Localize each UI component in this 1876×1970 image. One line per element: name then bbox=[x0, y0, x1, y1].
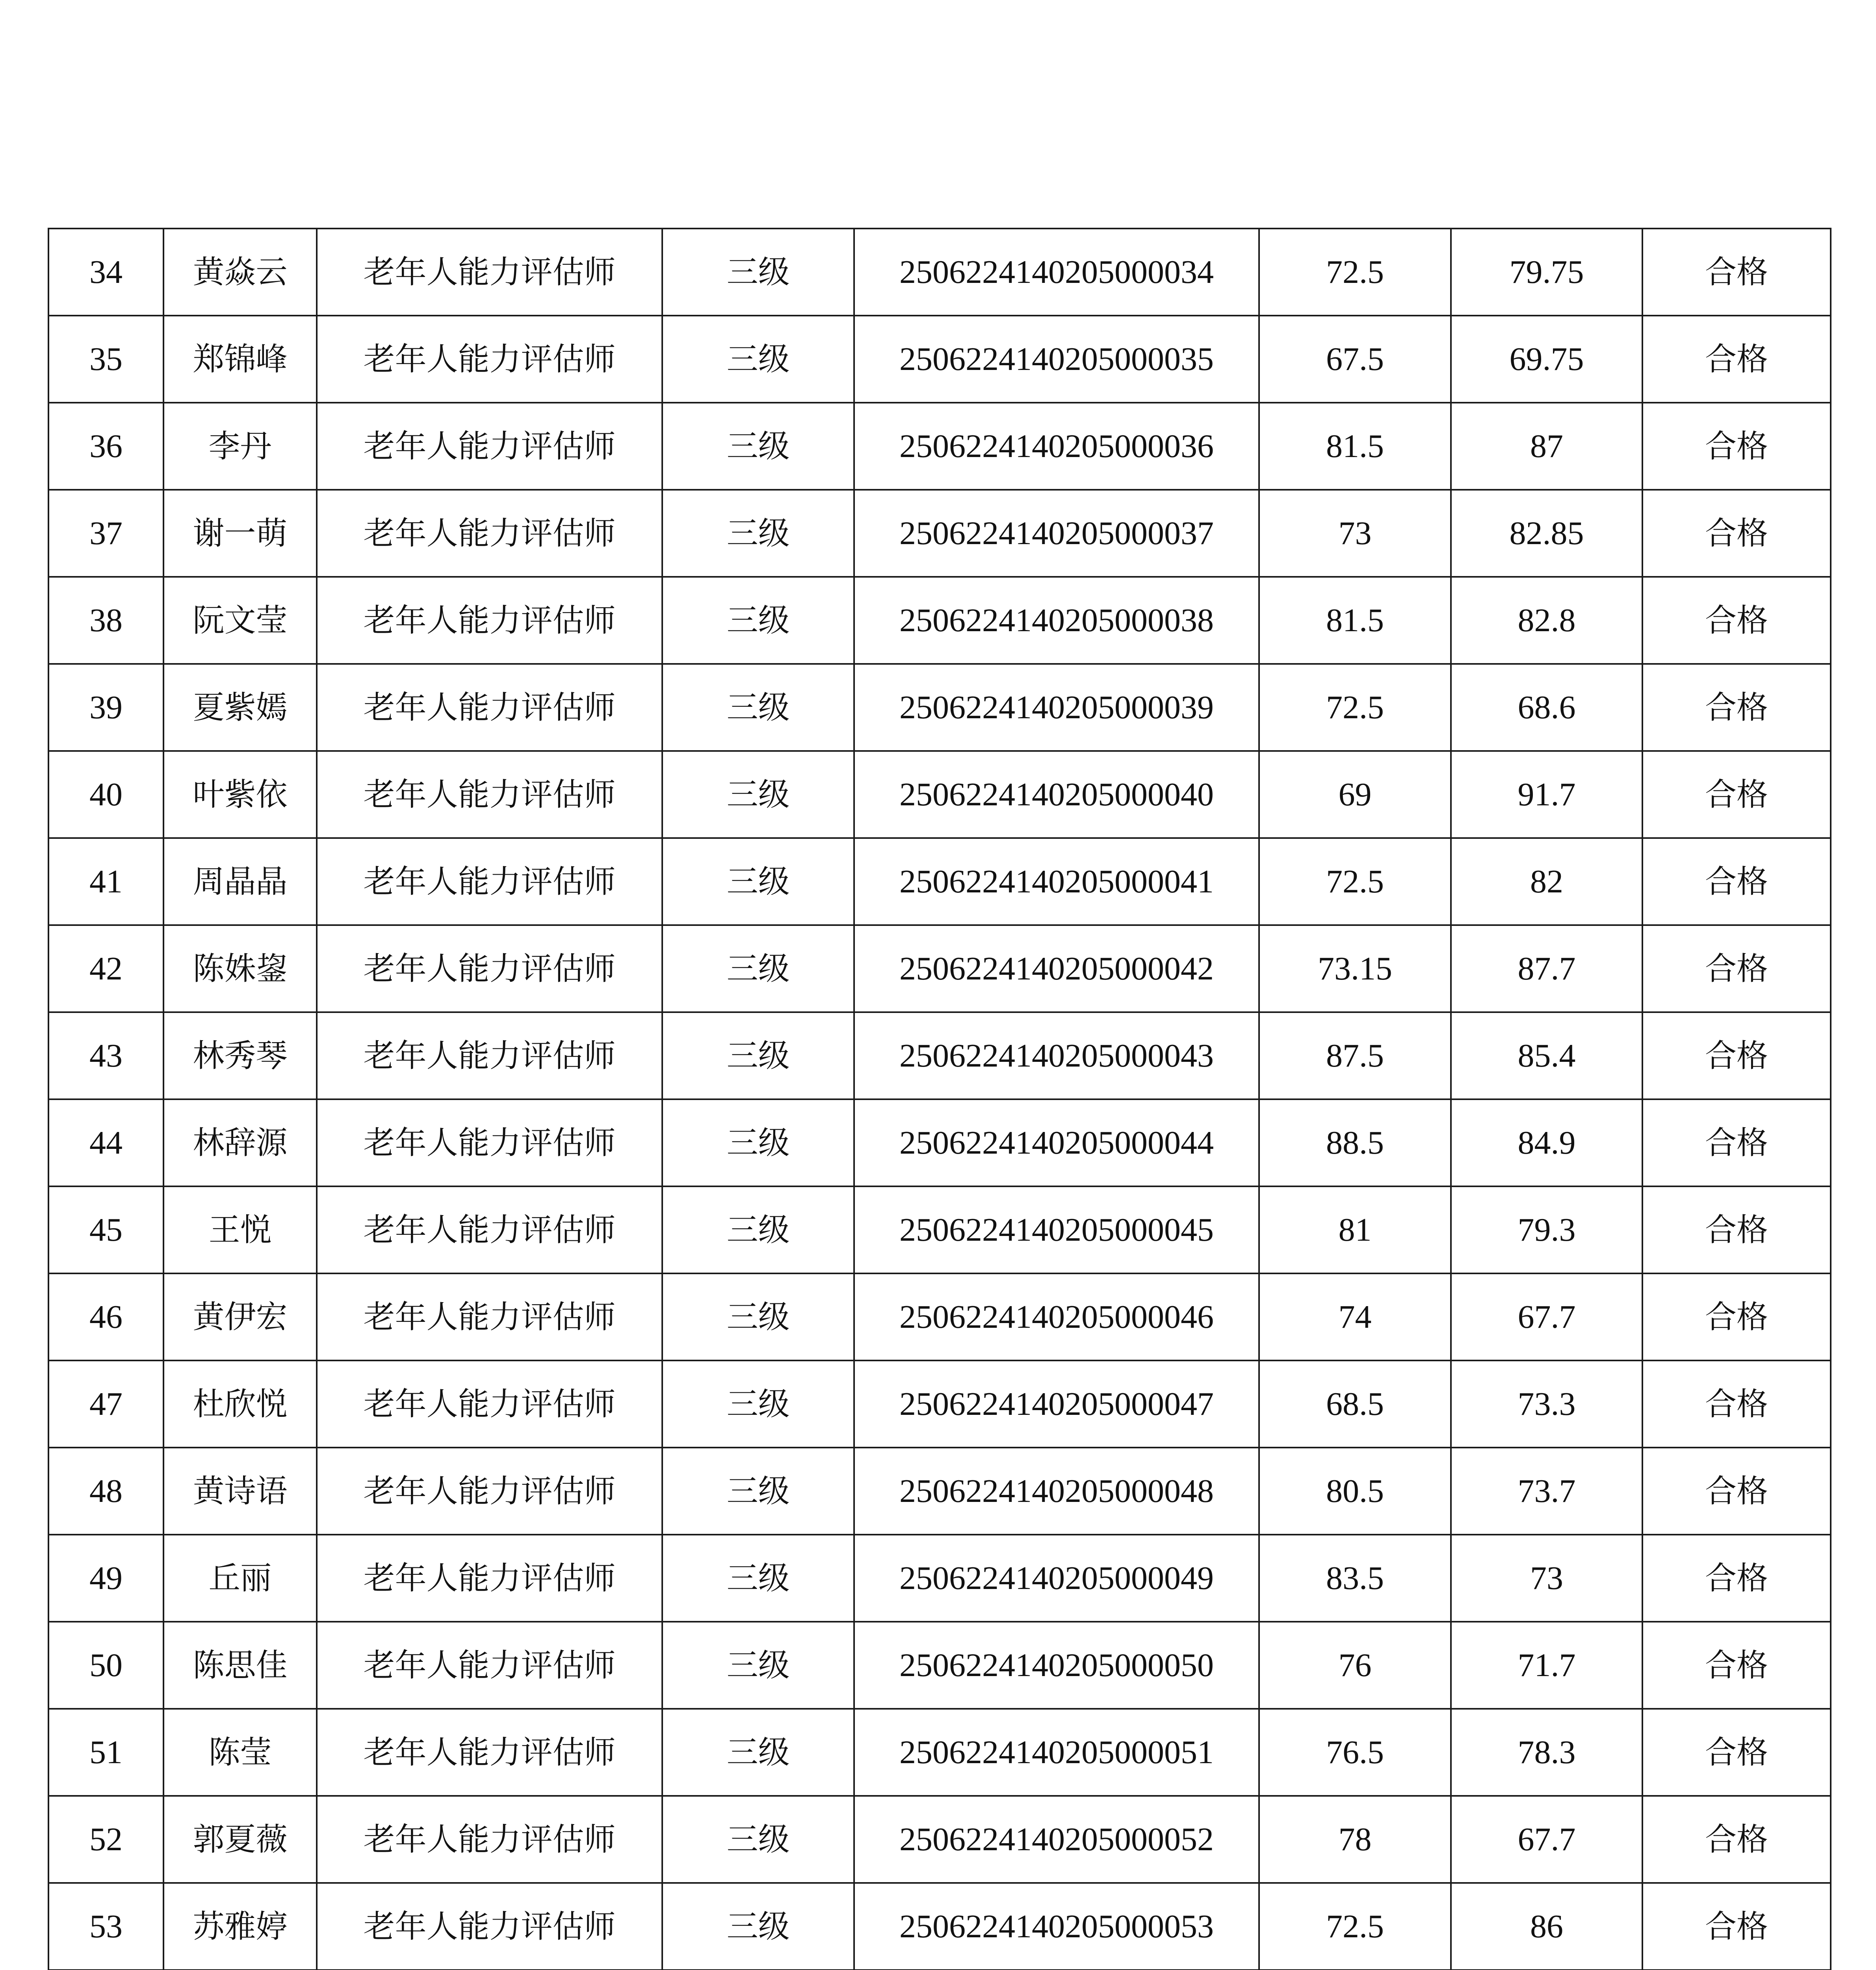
cell-level: 三级 bbox=[662, 1360, 854, 1448]
cell-occupation: 老年人能力评估师 bbox=[317, 1012, 662, 1099]
table-row bbox=[48, 751, 1831, 838]
cell-certificate-number: 2506224140205000038 bbox=[854, 577, 1259, 664]
cell-name: 黄伊宏 bbox=[163, 1273, 317, 1360]
cell-occupation: 老年人能力评估师 bbox=[317, 316, 662, 403]
cell-result: 合格 bbox=[1642, 1273, 1831, 1360]
cell-level: 三级 bbox=[662, 1012, 854, 1099]
cell-certificate-number: 2506224140205000037 bbox=[854, 490, 1259, 577]
cell-name: 黄诗语 bbox=[163, 1448, 317, 1535]
cell-number: 41 bbox=[48, 838, 163, 925]
cell-occupation: 老年人能力评估师 bbox=[317, 1099, 662, 1186]
cell-practical-score: 84.9 bbox=[1451, 1099, 1642, 1186]
cell-result: 合格 bbox=[1642, 1448, 1831, 1535]
cell-certificate-number: 2506224140205000044 bbox=[854, 1099, 1259, 1186]
cell-occupation: 老年人能力评估师 bbox=[317, 1796, 662, 1883]
cell-name: 阮文莹 bbox=[163, 577, 317, 664]
cell-certificate-number: 2506224140205000045 bbox=[854, 1186, 1259, 1273]
cell-level: 三级 bbox=[662, 229, 854, 316]
cell-number: 44 bbox=[48, 1099, 163, 1186]
cell-result: 合格 bbox=[1642, 490, 1831, 577]
cell-name: 周晶晶 bbox=[163, 838, 317, 925]
cell-result: 合格 bbox=[1642, 577, 1831, 664]
cell-name: 林秀琴 bbox=[163, 1012, 317, 1099]
cell-practical-score: 79.3 bbox=[1451, 1186, 1642, 1273]
table-row bbox=[48, 1360, 1831, 1448]
cell-level: 三级 bbox=[662, 490, 854, 577]
cell-practical-score: 85.4 bbox=[1451, 1012, 1642, 1099]
cell-occupation: 老年人能力评估师 bbox=[317, 925, 662, 1012]
cell-name: 丘丽 bbox=[163, 1535, 317, 1622]
cell-certificate-number: 2506224140205000050 bbox=[854, 1622, 1259, 1709]
cell-result: 合格 bbox=[1642, 1012, 1831, 1099]
results-table-body bbox=[48, 229, 1831, 1970]
cell-name: 陈莹 bbox=[163, 1709, 317, 1796]
cell-level: 三级 bbox=[662, 403, 854, 490]
table-row bbox=[48, 1448, 1831, 1535]
cell-result: 合格 bbox=[1642, 403, 1831, 490]
cell-number: 50 bbox=[48, 1622, 163, 1709]
cell-theory-score: 76.5 bbox=[1259, 1709, 1451, 1796]
cell-result: 合格 bbox=[1642, 1360, 1831, 1448]
cell-occupation: 老年人能力评估师 bbox=[317, 490, 662, 577]
cell-number: 53 bbox=[48, 1883, 163, 1970]
cell-name: 杜欣悦 bbox=[163, 1360, 317, 1448]
cell-certificate-number: 2506224140205000036 bbox=[854, 403, 1259, 490]
cell-practical-score: 73.3 bbox=[1451, 1360, 1642, 1448]
cell-practical-score: 67.7 bbox=[1451, 1796, 1642, 1883]
cell-level: 三级 bbox=[662, 1273, 854, 1360]
table-row bbox=[48, 403, 1831, 490]
cell-certificate-number: 2506224140205000051 bbox=[854, 1709, 1259, 1796]
cell-name: 郑锦峰 bbox=[163, 316, 317, 403]
cell-theory-score: 87.5 bbox=[1259, 1012, 1451, 1099]
cell-occupation: 老年人能力评估师 bbox=[317, 1622, 662, 1709]
cell-theory-score: 67.5 bbox=[1259, 316, 1451, 403]
cell-theory-score: 72.5 bbox=[1259, 838, 1451, 925]
cell-certificate-number: 2506224140205000052 bbox=[854, 1796, 1259, 1883]
cell-occupation: 老年人能力评估师 bbox=[317, 838, 662, 925]
cell-occupation: 老年人能力评估师 bbox=[317, 664, 662, 751]
cell-result: 合格 bbox=[1642, 316, 1831, 403]
table-row bbox=[48, 316, 1831, 403]
cell-practical-score: 67.7 bbox=[1451, 1273, 1642, 1360]
cell-occupation: 老年人能力评估师 bbox=[317, 1273, 662, 1360]
cell-practical-score: 73.7 bbox=[1451, 1448, 1642, 1535]
cell-number: 47 bbox=[48, 1360, 163, 1448]
cell-name: 谢一萌 bbox=[163, 490, 317, 577]
cell-result: 合格 bbox=[1642, 664, 1831, 751]
cell-occupation: 老年人能力评估师 bbox=[317, 1709, 662, 1796]
cell-occupation: 老年人能力评估师 bbox=[317, 1186, 662, 1273]
table-row bbox=[48, 1883, 1831, 1970]
cell-level: 三级 bbox=[662, 1448, 854, 1535]
cell-certificate-number: 2506224140205000048 bbox=[854, 1448, 1259, 1535]
table-row bbox=[48, 1186, 1831, 1273]
cell-result: 合格 bbox=[1642, 1883, 1831, 1970]
cell-level: 三级 bbox=[662, 577, 854, 664]
table-row bbox=[48, 1012, 1831, 1099]
cell-number: 42 bbox=[48, 925, 163, 1012]
cell-practical-score: 82.8 bbox=[1451, 577, 1642, 664]
cell-practical-score: 87 bbox=[1451, 403, 1642, 490]
table-row bbox=[48, 1796, 1831, 1883]
cell-name: 苏雅婷 bbox=[163, 1883, 317, 1970]
results-table bbox=[48, 228, 1831, 1970]
cell-result: 合格 bbox=[1642, 1796, 1831, 1883]
cell-practical-score: 73 bbox=[1451, 1535, 1642, 1622]
cell-practical-score: 82 bbox=[1451, 838, 1642, 925]
cell-result: 合格 bbox=[1642, 838, 1831, 925]
cell-practical-score: 68.6 bbox=[1451, 664, 1642, 751]
cell-name: 郭夏薇 bbox=[163, 1796, 317, 1883]
cell-name: 陈思佳 bbox=[163, 1622, 317, 1709]
cell-result: 合格 bbox=[1642, 1622, 1831, 1709]
cell-number: 52 bbox=[48, 1796, 163, 1883]
cell-level: 三级 bbox=[662, 838, 854, 925]
cell-occupation: 老年人能力评估师 bbox=[317, 1448, 662, 1535]
cell-practical-score: 86 bbox=[1451, 1883, 1642, 1970]
cell-name: 叶紫依 bbox=[163, 751, 317, 838]
cell-result: 合格 bbox=[1642, 925, 1831, 1012]
table-row bbox=[48, 1273, 1831, 1360]
table-row bbox=[48, 490, 1831, 577]
cell-theory-score: 72.5 bbox=[1259, 229, 1451, 316]
cell-number: 35 bbox=[48, 316, 163, 403]
cell-number: 40 bbox=[48, 751, 163, 838]
cell-level: 三级 bbox=[662, 1186, 854, 1273]
cell-result: 合格 bbox=[1642, 1099, 1831, 1186]
cell-level: 三级 bbox=[662, 1099, 854, 1186]
cell-name: 林辞源 bbox=[163, 1099, 317, 1186]
cell-name: 李丹 bbox=[163, 403, 317, 490]
cell-certificate-number: 2506224140205000053 bbox=[854, 1883, 1259, 1970]
cell-certificate-number: 2506224140205000034 bbox=[854, 229, 1259, 316]
cell-certificate-number: 2506224140205000046 bbox=[854, 1273, 1259, 1360]
cell-certificate-number: 2506224140205000042 bbox=[854, 925, 1259, 1012]
cell-certificate-number: 2506224140205000040 bbox=[854, 751, 1259, 838]
cell-result: 合格 bbox=[1642, 751, 1831, 838]
cell-theory-score: 72.5 bbox=[1259, 1883, 1451, 1970]
cell-theory-score: 76 bbox=[1259, 1622, 1451, 1709]
cell-number: 34 bbox=[48, 229, 163, 316]
cell-number: 46 bbox=[48, 1273, 163, 1360]
cell-theory-score: 73 bbox=[1259, 490, 1451, 577]
cell-number: 43 bbox=[48, 1012, 163, 1099]
cell-level: 三级 bbox=[662, 925, 854, 1012]
table-row bbox=[48, 229, 1831, 316]
cell-occupation: 老年人能力评估师 bbox=[317, 229, 662, 316]
cell-certificate-number: 2506224140205000041 bbox=[854, 838, 1259, 925]
cell-occupation: 老年人能力评估师 bbox=[317, 751, 662, 838]
cell-theory-score: 81.5 bbox=[1259, 403, 1451, 490]
cell-practical-score: 82.85 bbox=[1451, 490, 1642, 577]
cell-number: 36 bbox=[48, 403, 163, 490]
cell-theory-score: 68.5 bbox=[1259, 1360, 1451, 1448]
cell-theory-score: 81 bbox=[1259, 1186, 1451, 1273]
cell-level: 三级 bbox=[662, 316, 854, 403]
cell-number: 37 bbox=[48, 490, 163, 577]
table-row bbox=[48, 664, 1831, 751]
table-row bbox=[48, 1099, 1831, 1186]
table-row bbox=[48, 838, 1831, 925]
table-row bbox=[48, 1535, 1831, 1622]
cell-theory-score: 73.15 bbox=[1259, 925, 1451, 1012]
cell-level: 三级 bbox=[662, 1709, 854, 1796]
cell-theory-score: 88.5 bbox=[1259, 1099, 1451, 1186]
cell-practical-score: 78.3 bbox=[1451, 1709, 1642, 1796]
cell-name: 陈姝鋆 bbox=[163, 925, 317, 1012]
cell-result: 合格 bbox=[1642, 1709, 1831, 1796]
cell-name: 王悦 bbox=[163, 1186, 317, 1273]
cell-theory-score: 74 bbox=[1259, 1273, 1451, 1360]
cell-certificate-number: 2506224140205000047 bbox=[854, 1360, 1259, 1448]
cell-number: 39 bbox=[48, 664, 163, 751]
cell-number: 38 bbox=[48, 577, 163, 664]
cell-occupation: 老年人能力评估师 bbox=[317, 1360, 662, 1448]
cell-practical-score: 71.7 bbox=[1451, 1622, 1642, 1709]
cell-name: 黄焱云 bbox=[163, 229, 317, 316]
cell-level: 三级 bbox=[662, 664, 854, 751]
table-row bbox=[48, 1622, 1831, 1709]
cell-level: 三级 bbox=[662, 1796, 854, 1883]
cell-practical-score: 87.7 bbox=[1451, 925, 1642, 1012]
cell-level: 三级 bbox=[662, 1883, 854, 1970]
cell-theory-score: 83.5 bbox=[1259, 1535, 1451, 1622]
cell-theory-score: 81.5 bbox=[1259, 577, 1451, 664]
table-row bbox=[48, 925, 1831, 1012]
cell-theory-score: 78 bbox=[1259, 1796, 1451, 1883]
cell-occupation: 老年人能力评估师 bbox=[317, 403, 662, 490]
cell-result: 合格 bbox=[1642, 1186, 1831, 1273]
cell-occupation: 老年人能力评估师 bbox=[317, 577, 662, 664]
cell-level: 三级 bbox=[662, 1535, 854, 1622]
table-row bbox=[48, 577, 1831, 664]
cell-practical-score: 69.75 bbox=[1451, 316, 1642, 403]
cell-number: 48 bbox=[48, 1448, 163, 1535]
cell-result: 合格 bbox=[1642, 1535, 1831, 1622]
cell-theory-score: 72.5 bbox=[1259, 664, 1451, 751]
cell-certificate-number: 2506224140205000035 bbox=[854, 316, 1259, 403]
cell-certificate-number: 2506224140205000049 bbox=[854, 1535, 1259, 1622]
cell-certificate-number: 2506224140205000039 bbox=[854, 664, 1259, 751]
cell-number: 49 bbox=[48, 1535, 163, 1622]
cell-theory-score: 80.5 bbox=[1259, 1448, 1451, 1535]
cell-result: 合格 bbox=[1642, 229, 1831, 316]
cell-number: 45 bbox=[48, 1186, 163, 1273]
cell-theory-score: 69 bbox=[1259, 751, 1451, 838]
cell-practical-score: 91.7 bbox=[1451, 751, 1642, 838]
cell-number: 51 bbox=[48, 1709, 163, 1796]
cell-level: 三级 bbox=[662, 751, 854, 838]
cell-practical-score: 79.75 bbox=[1451, 229, 1642, 316]
table-row bbox=[48, 1709, 1831, 1796]
cell-occupation: 老年人能力评估师 bbox=[317, 1883, 662, 1970]
cell-name: 夏紫嫣 bbox=[163, 664, 317, 751]
cell-certificate-number: 2506224140205000043 bbox=[854, 1012, 1259, 1099]
cell-occupation: 老年人能力评估师 bbox=[317, 1535, 662, 1622]
cell-level: 三级 bbox=[662, 1622, 854, 1709]
